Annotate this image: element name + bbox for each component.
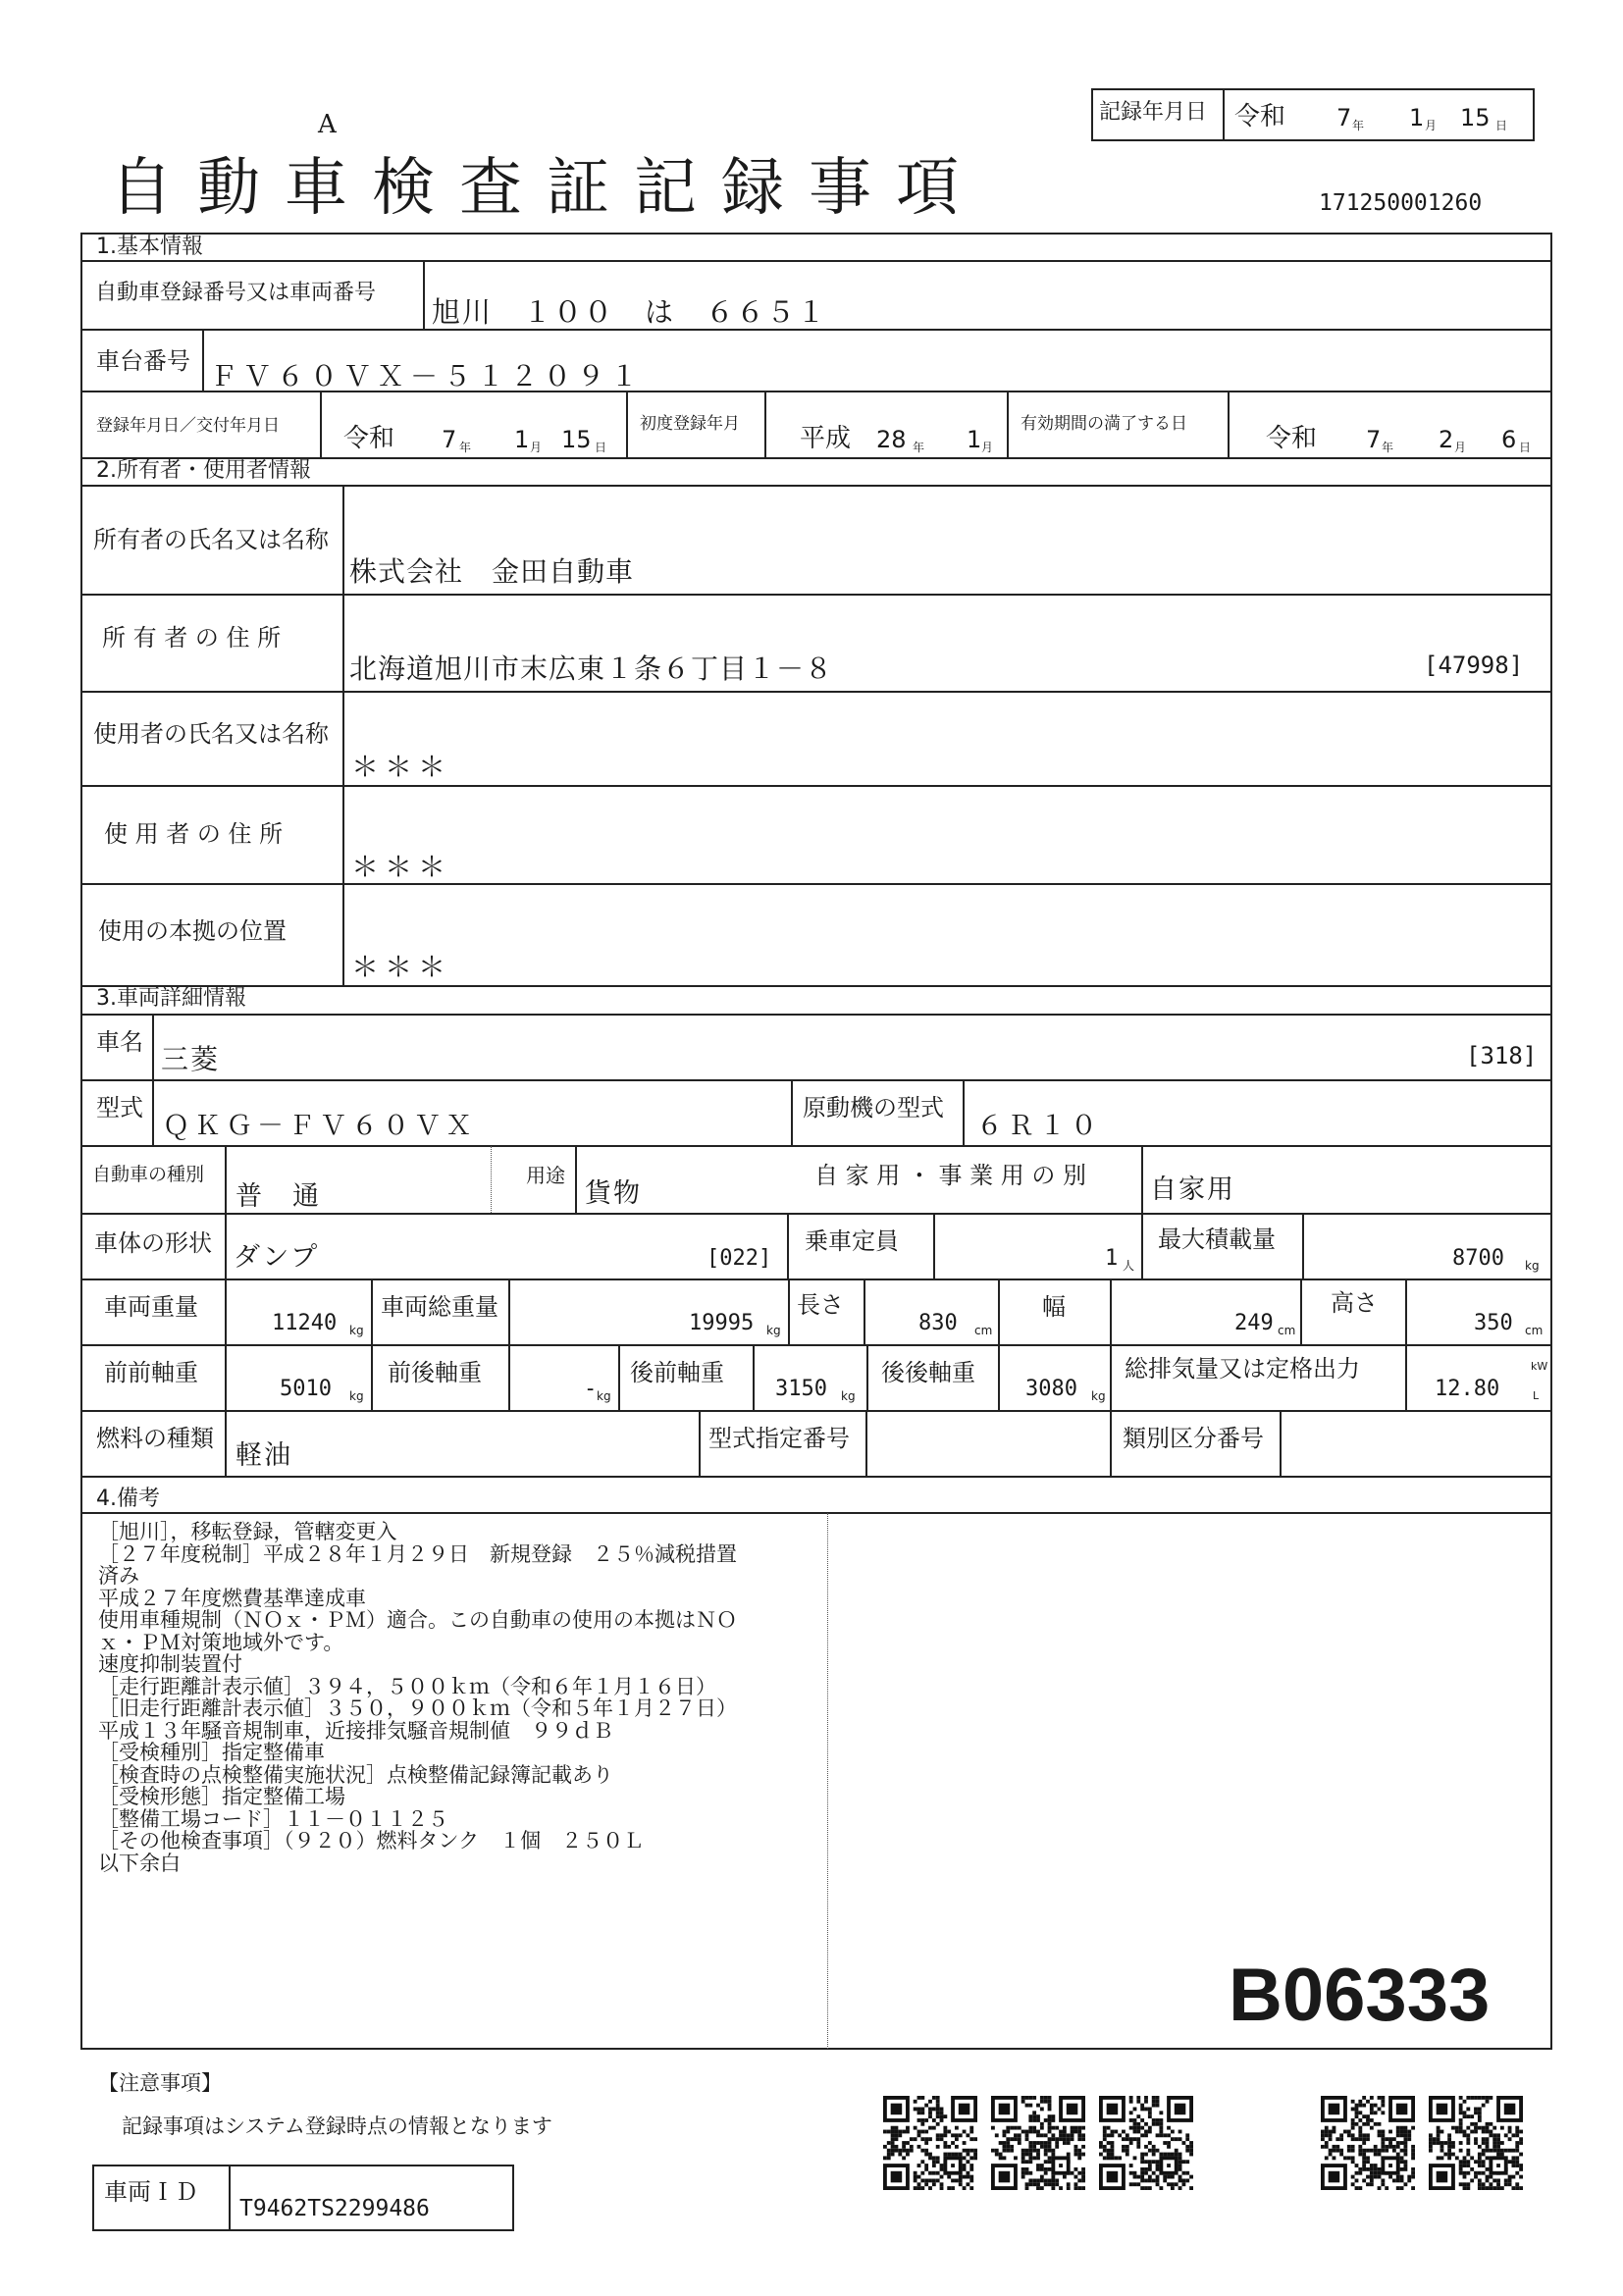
- capacity-unit: 人: [1123, 1259, 1135, 1273]
- expiry-month-unit: 月: [1454, 441, 1467, 454]
- record-date-month-unit: 月: [1425, 119, 1438, 132]
- ff-axle-unit: kg: [349, 1389, 364, 1403]
- private-business-label: 自 家 用 ・ 事 業 用 の 別: [814, 1162, 1087, 1189]
- user-name-label: 使用者の氏名又は名称: [93, 720, 329, 748]
- copy-mark: A: [318, 110, 337, 139]
- gross-weight-label: 車両総重量: [381, 1293, 498, 1321]
- reg-date-year-unit: 年: [459, 441, 472, 454]
- record-date-year: 7: [1336, 104, 1352, 131]
- gross-weight-unit: kg: [766, 1324, 781, 1337]
- rf-axle-label: 後前軸重: [630, 1359, 724, 1386]
- category-label: 類別区分番号: [1123, 1425, 1264, 1452]
- qr-code-icon: [883, 2096, 977, 2190]
- first-reg-month-unit: 月: [981, 441, 994, 454]
- owner-address-code: [47998]: [1424, 652, 1524, 679]
- section3-title: 3.車両詳細情報: [96, 986, 246, 1011]
- remark-line: ［２７年度税制］平成２８年１月２９日 新規登録 ２５％減税措置: [98, 1541, 737, 1566]
- fuel-value: 軽油: [236, 1440, 292, 1471]
- remark-line: 平成２７年度燃費基準達成車: [98, 1586, 366, 1610]
- reg-date-era: 令和: [343, 424, 395, 453]
- notes-text: 記録事項はシステム登録時点の情報となります: [122, 2114, 552, 2138]
- remark-line: ［受検形態］指定整備工場: [98, 1785, 345, 1808]
- length-unit: cm: [974, 1324, 993, 1337]
- first-reg-era: 平成: [800, 424, 852, 453]
- user-address-label: 使 用 者 の 住 所: [104, 820, 284, 848]
- model-value: ＱＫＧ－ＦＶ６０ＶＸ: [163, 1111, 477, 1141]
- user-name-value: ＊＊＊: [351, 751, 452, 783]
- remark-line: 使用車種規制（ＮＯｘ・ＰＭ）適合。この自動車の使用の本拠はＮＯ: [98, 1608, 737, 1632]
- first-reg-month: 1: [967, 426, 982, 453]
- record-date-label: 記録年月日: [1099, 100, 1208, 125]
- reg-date-day-unit: 日: [595, 441, 607, 454]
- first-reg-label: 初度登録年月: [640, 414, 740, 434]
- remark-line: ［その他検査事項］（９２０）燃料タンク １個 ２５０Ｌ: [98, 1829, 645, 1852]
- notes-title: 【注意事項】: [98, 2071, 222, 2095]
- title-char: 動: [197, 152, 260, 225]
- owner-address-label: 所 有 者 の 住 所: [102, 624, 282, 652]
- qr-code-icon: [1321, 2096, 1415, 2190]
- vehicle-weight-value: 11240: [272, 1311, 338, 1335]
- title-char: 項: [896, 152, 959, 225]
- remark-line: 速度抑制装置付: [98, 1652, 242, 1676]
- remarks-list: [98, 1521, 737, 1874]
- title-char: 検: [372, 152, 435, 225]
- make-code: [318]: [1466, 1042, 1538, 1070]
- expiry-day-unit: 日: [1519, 441, 1532, 454]
- qr-code-icon: [991, 2096, 1085, 2190]
- displacement-l-unit: L: [1533, 1389, 1540, 1402]
- expiry-month: 2: [1439, 426, 1454, 453]
- body-shape-code: [022]: [707, 1246, 772, 1271]
- length-value: 830: [918, 1311, 958, 1335]
- remark-line: ［検査時の点検整備実施状況］点検整備記録簿記載あり: [98, 1762, 613, 1787]
- vehicle-kind-value: 普 通: [236, 1181, 321, 1212]
- vehicle-weight-label: 車両重量: [104, 1293, 198, 1321]
- user-address-value: ＊＊＊: [351, 851, 452, 883]
- remark-line: 以下余白: [98, 1851, 181, 1875]
- reg-date-label: 登録年月日／交付年月日: [96, 416, 280, 436]
- title-char: 証: [547, 152, 609, 225]
- reg-date-month: 1: [514, 426, 530, 453]
- rf-axle-value: 3150: [775, 1377, 827, 1401]
- expiry-era: 令和: [1266, 424, 1318, 453]
- remark-line: ｘ・ＰＭ対策地域外です。: [98, 1630, 344, 1654]
- fr-axle-unit: kg: [597, 1389, 611, 1403]
- ff-axle-value: 5010: [280, 1377, 332, 1401]
- remark-line: ［走行距離計表示値］３９４，５００ｋｍ（令和６年１月１６日）: [98, 1674, 716, 1698]
- reg-date-year: 7: [442, 426, 457, 453]
- chassis-value: ＦＶ６０ＶＸ－５１２０９１: [210, 360, 645, 392]
- fr-axle-label: 前後軸重: [388, 1359, 482, 1386]
- section4-title: 4.備考: [96, 1487, 160, 1511]
- displacement-value: 12.80: [1435, 1377, 1500, 1401]
- vehicle-weight-unit: kg: [349, 1324, 364, 1337]
- max-load-value: 8700: [1452, 1246, 1504, 1271]
- section1-title: 1.基本情報: [96, 235, 203, 259]
- engine-value: ６Ｒ１０: [976, 1111, 1102, 1141]
- length-label: 長さ: [797, 1291, 844, 1319]
- width-unit: cm: [1278, 1324, 1296, 1337]
- owner-name-value: 株式会社 金田自動車: [349, 555, 635, 588]
- reg-number-label: 自動車登録番号又は車両番号: [95, 281, 377, 305]
- private-business-value: 自家用: [1150, 1174, 1235, 1205]
- owner-address-value: 北海道旭川市末広東１条６丁目１－８: [349, 652, 834, 685]
- first-reg-year: 28: [876, 426, 907, 453]
- base-location-label: 使用の本拠の位置: [98, 917, 287, 945]
- fuel-label: 燃料の種類: [96, 1425, 214, 1452]
- expiry-year-unit: 年: [1382, 441, 1394, 454]
- max-load-label: 最大積載量: [1158, 1226, 1276, 1253]
- height-unit: cm: [1525, 1324, 1544, 1337]
- title-char: 査: [459, 152, 522, 225]
- expiry-day: 6: [1501, 426, 1517, 453]
- remark-line: 済み: [98, 1564, 139, 1588]
- engine-label: 原動機の型式: [803, 1094, 944, 1122]
- width-label: 幅: [1042, 1293, 1066, 1321]
- rr-axle-unit: kg: [1091, 1389, 1106, 1403]
- reg-date-day: 15: [561, 426, 592, 453]
- height-value: 350: [1474, 1311, 1513, 1335]
- document-title: [110, 152, 983, 232]
- vehicle-id-label: 車両ＩＤ: [104, 2178, 198, 2206]
- remark-line: ［旭川］，移転登録，管轄変更入: [98, 1520, 397, 1543]
- reg-date-month-unit: 月: [530, 441, 543, 454]
- type-designation-label: 型式指定番号: [708, 1425, 850, 1452]
- rf-axle-unit: kg: [841, 1389, 856, 1403]
- expiry-year: 7: [1366, 426, 1382, 453]
- make-value: 三菱: [161, 1043, 221, 1075]
- body-shape-label: 車体の形状: [94, 1229, 212, 1257]
- rr-axle-label: 後後軸重: [881, 1359, 975, 1386]
- capacity-value: 1: [1105, 1246, 1119, 1271]
- reg-number-value: 旭川 １００ は ６６５１: [432, 295, 828, 329]
- vehicle-id-value: T9462TS2299486: [239, 2196, 430, 2221]
- body-shape-value: ダンプ: [234, 1242, 320, 1273]
- ff-axle-label: 前前軸重: [104, 1359, 198, 1386]
- title-char: 録: [721, 152, 784, 225]
- gross-weight-value: 19995: [689, 1311, 755, 1335]
- vehicle-kind-label: 自動車の種別: [92, 1164, 205, 1185]
- stamp-code: B06333: [1229, 1954, 1491, 2037]
- purpose-value: 貨物: [585, 1178, 642, 1209]
- max-load-unit: kg: [1525, 1259, 1540, 1273]
- qr-code-icon: [1099, 2096, 1193, 2190]
- height-label: 高さ: [1331, 1289, 1378, 1317]
- first-reg-year-unit: 年: [913, 441, 925, 454]
- expiry-label: 有効期間の満了する日: [1021, 414, 1187, 434]
- record-date-day-unit: 日: [1495, 119, 1508, 132]
- model-label: 型式: [96, 1094, 143, 1122]
- title-char: 自: [110, 152, 173, 225]
- section2-title: 2.所有者・使用者情報: [96, 458, 311, 483]
- qr-code-icon: [1429, 2096, 1523, 2190]
- record-date-year-unit: 年: [1352, 119, 1365, 132]
- chassis-label: 車台番号: [96, 347, 190, 375]
- owner-name-label: 所有者の氏名又は名称: [93, 526, 329, 553]
- displacement-kw-unit: kW: [1531, 1360, 1548, 1373]
- purpose-label: 用途: [526, 1164, 565, 1187]
- width-value: 249: [1234, 1311, 1274, 1335]
- title-char: 記: [634, 152, 697, 225]
- record-date-day: 15: [1460, 104, 1491, 131]
- rr-axle-value: 3080: [1025, 1377, 1077, 1401]
- displacement-label: 総排気量又は定格出力: [1125, 1355, 1360, 1383]
- base-location-value: ＊＊＊: [351, 951, 452, 983]
- record-date-month: 1: [1409, 104, 1425, 131]
- remark-line: ［受検種別］指定整備車: [98, 1741, 325, 1764]
- make-label: 車名: [96, 1028, 143, 1056]
- remark-line: 平成１３年騒音規制車，近接排気騒音規制値 ９９ｄＢ: [98, 1718, 613, 1743]
- remark-line: ［旧走行距離計表示値］３５０，９００ｋｍ（令和５年１月２７日）: [98, 1696, 737, 1720]
- record-date-era: 令和: [1234, 102, 1286, 131]
- document-number: 171250001260: [1319, 190, 1483, 216]
- title-char: 車: [285, 152, 347, 225]
- capacity-label: 乗車定員: [805, 1227, 899, 1255]
- remark-line: ［整備工場コード］１１－０１１２５: [98, 1806, 448, 1831]
- title-char: 事: [809, 152, 871, 225]
- fr-axle-value: -: [584, 1377, 598, 1401]
